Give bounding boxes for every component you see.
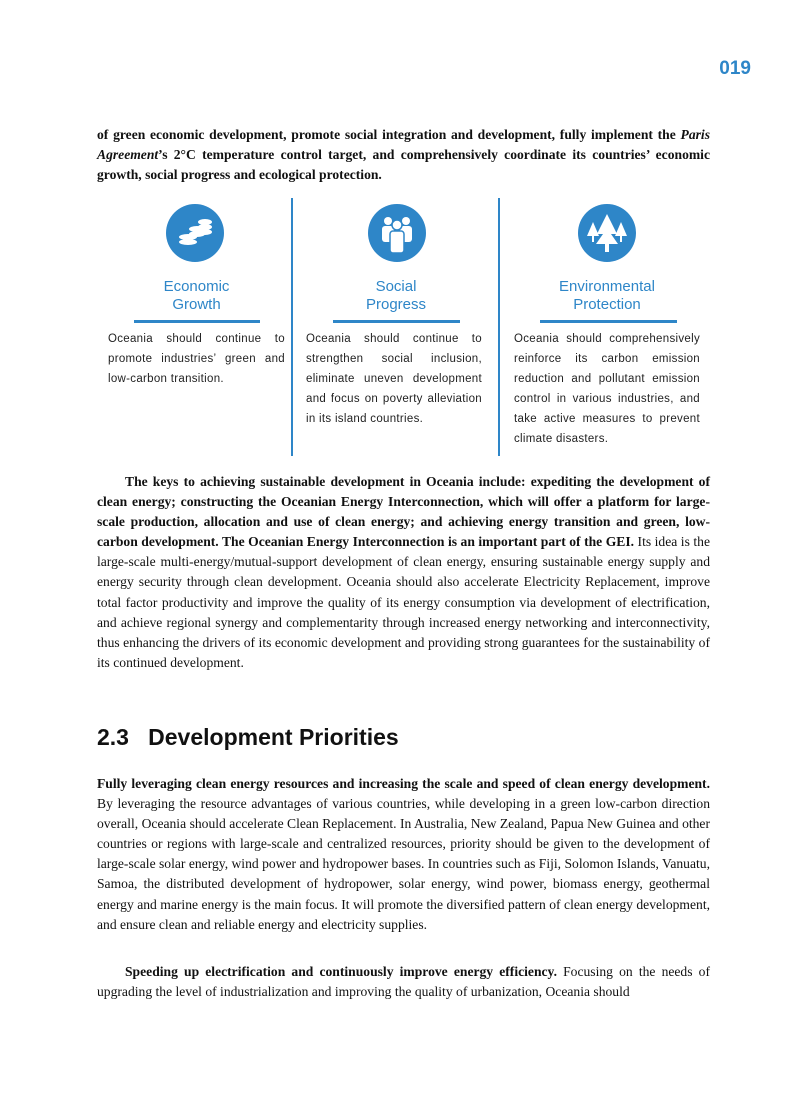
- pillar-environmental: [514, 198, 700, 456]
- coins-icon: [166, 204, 224, 262]
- elec-text: Focusing on the needs of upgrading the level of industrialization and improving the quality of urbanization, Oceania should: [97, 964, 710, 1000]
- keys-paragraph: [97, 472, 710, 673]
- divider: [540, 320, 677, 323]
- intro-paragraph: [97, 125, 710, 185]
- clean-bold: Fully leveraging clean energy resources and increasing the scale and speed of clean energy development.: [97, 776, 710, 791]
- clean-energy-paragraph: [97, 774, 710, 935]
- divider: [134, 320, 260, 323]
- section-heading: 2.3 Development Priorities: [97, 724, 399, 750]
- divider: [333, 320, 460, 323]
- pillar-economic: [108, 198, 285, 456]
- elec-bold: Speeding up electrification and continuously improve energy efficiency.: [125, 964, 557, 979]
- pillar-title: Social Progress: [365, 278, 427, 313]
- keys-text: Its idea is the large-scale multi-energy/mutual-support development of clean energy, ensuring sustainable energy supply and energy security through clean development. Oceania should also accelerate Electricity Replacement, improve total factor productivity and improve the quality of its energy consumption via development of electrification, and achieve regional synergy and complementarity through increased energy networking and interconnectivity, thus enhancing the drivers of its economic development and providing strong guarantees for the sustainability of its continued development.: [97, 534, 710, 670]
- column-divider: [498, 198, 500, 456]
- intro-text-end: ’s 2°C temperature control target, and comprehensively coordinate its countries’ economic growth, social progress and ecological protection.: [97, 147, 710, 183]
- keys-bold: The keys to achieving sustainable development in Oceania include: expediting the development of clean energy; constructing the Oceanian Energy Interconnection, which will offer a platform for large-scale production, allocation and use of clean energy; and achieving energy transition and green, low-carbon development. The Oceanian Energy Interconnection is an important part of the GEI.: [97, 474, 710, 550]
- intro-italic: Paris Agreement: [97, 127, 710, 163]
- pillar-title: Environmental Protection: [559, 278, 655, 313]
- page-number: 019: [719, 58, 751, 79]
- electrification-paragraph: [97, 962, 710, 1002]
- pillar-social: [306, 198, 486, 456]
- clean-text: By leveraging the resource advantages of various countries, while developing in a green low-carbon direction overall, Oceania should accelerate Clean Replacement. In Australia, New Zealand, Papua New Guinea and other countries or regions with large-scale and centralized resources, priority should be given to the development of large-scale solar energy, wind power and hydropower bases. In countries such as Fiji, Solomon Islands, Vanuatu, Samoa, the distributed development of hydropower, solar energy, wind power, biomass energy, geothermal energy and marine energy is the main focus. It will promote the diversified pattern of clean energy development, and ensure clean and reliable energy and electricity supplies.: [97, 796, 710, 932]
- pillars-figure: [100, 198, 710, 456]
- pillar-title: Economic Growth: [163, 278, 230, 313]
- pillar-text: Oceania should continue to promote industries’ green and low-carbon transition.: [108, 333, 285, 385]
- pillar-text: Oceania should comprehensively reinforce its carbon emission reduction and pollutant emission control in various industries, and take active measures to prevent climate disasters.: [514, 333, 700, 445]
- pillar-text: Oceania should continue to strengthen social inclusion, eliminate uneven development and focus on poverty alleviation in its island countries.: [306, 333, 482, 425]
- trees-icon: [578, 204, 636, 262]
- intro-text: of green economic development, promote social integration and development, fully implement the: [97, 127, 681, 142]
- column-divider: [291, 198, 293, 456]
- people-icon: [368, 204, 426, 262]
